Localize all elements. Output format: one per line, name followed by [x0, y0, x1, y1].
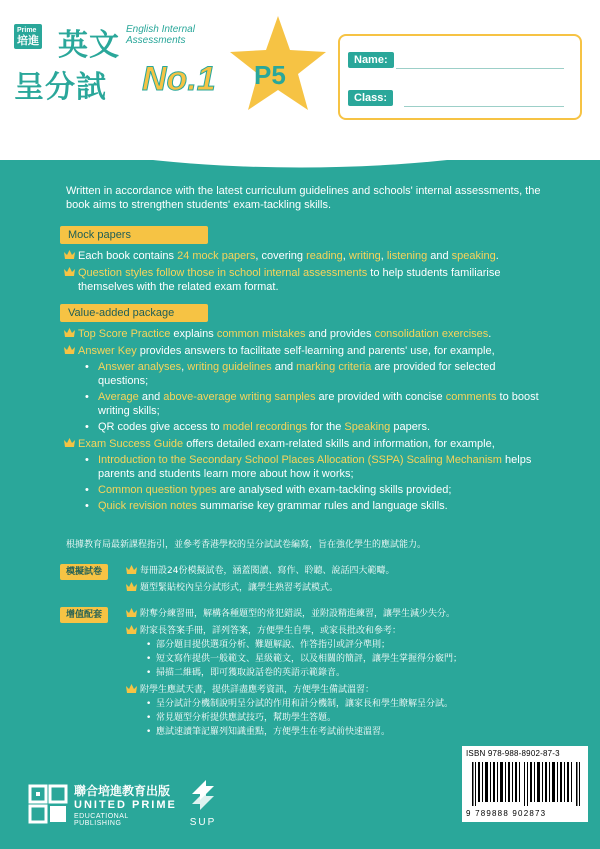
sup-logo [186, 778, 220, 830]
sup-label: SUP [189, 817, 217, 828]
zh-mock-item-2: 題型緊貼校內呈分試形式，讓學生熟習考試模式。 [128, 581, 546, 595]
zh-mock-heading: 模擬試卷 [60, 564, 108, 580]
crown-icon [64, 328, 75, 337]
isbn-text: ISBN 978-988-8902-87-3 [466, 749, 560, 758]
crown-icon [126, 565, 137, 574]
crown-icon [126, 582, 137, 591]
list-item: • 部分題目提供選項分析、難題解說、作答指引或評分準則； [156, 638, 546, 652]
title-zh-line1: 英文 [58, 28, 120, 63]
publisher-logo [28, 780, 178, 830]
zh-value-heading: 增值配套 [60, 607, 108, 623]
exam-guide-list [78, 453, 546, 513]
list-item: • 常見題型分析提供應試技巧，幫助學生答題。 [156, 711, 546, 725]
list-item: • 短文寫作提供一般範文、星級範文，以及相關的簡評，讓學生掌握得分竅門； [156, 652, 546, 666]
class-label: Class: [348, 90, 393, 106]
answer-key-item: Answer Key provides answers to facilitate self-learning and parents' use, for example, • Answer analyses, writing guidelines and marking criteria are provided for selected questions; • Average and above-average writing samples are provided with concise comments to boost writing skills; • QR codes give access to model recordings for the Speaking papers. [66, 344, 546, 434]
crown-icon [126, 608, 137, 617]
crown-icon [64, 438, 75, 447]
barcode-icon [472, 762, 582, 806]
zh-value-item-2: 附家長答案手冊，詳列答案，方便學生自學，或家長批改和參考： • 部分題目提供選項分析、難題解說、作答指引或評分準則； • 短文寫作提供一般範文、星級範文，以及相關的簡評，讓學生掌握得分竅門； • 掃描二維碼，即可獲取說話卷的英語示範錄音。 [128, 624, 546, 680]
sup-mark-icon [186, 778, 220, 812]
barcode-box [462, 746, 588, 822]
publisher-name-en2: EDUCATIONAL PUBLISHING [74, 813, 129, 827]
crown-icon [64, 267, 75, 276]
book-logo [14, 20, 244, 110]
class-line[interactable] [404, 106, 564, 107]
exam-guide-item: Exam Success Guide offers detailed exam-related skills and information, for example, • Introduction to the Secondary School Places Allocation (SSPA) Scaling Mechanism helps parents and students learn more about how it works; • Common question types are analysed with exam-tackling skills provided; • Quick revision notes summarise key grammar rules and language skills. [66, 437, 546, 513]
title-english: English Internal Assessments [126, 24, 195, 46]
name-class-box [338, 34, 582, 120]
barcode-number: 9 789888 902873 [466, 809, 547, 818]
chinese-content [66, 538, 546, 742]
intro-text: Written in accordance with the latest curriculum guidelines and schools' internal assessments, the book aims to strengthen students' exam-tackling skills. [66, 185, 541, 211]
list-item: • 掃描二維碼，即可獲取說話卷的英語示範錄音。 [156, 666, 546, 680]
prime-badge: Prime 培進 [14, 24, 42, 49]
crown-icon [126, 684, 137, 693]
list-item: • Quick revision notes summarise key grammar rules and language skills. [98, 499, 546, 513]
publisher-name-zh: 聯合培進教育出版 [74, 784, 171, 798]
crown-icon [126, 625, 137, 634]
name-label: Name: [348, 52, 394, 68]
mock-item-2: Question styles follow those in school internal assessments to help students familiarise themselves with the related exam format. [66, 266, 546, 294]
list-item: • 應試速讀筆記羅列知識重點，方便學生在考試前快速溫習。 [156, 725, 546, 739]
zh-mock-section [66, 564, 546, 595]
list-item: • 呈分試計分機制說明呈分試的作用和計分機制，讓家長和學生瞭解呈分試。 [156, 697, 546, 711]
list-item: • Average and above-average writing samples are provided with concise comments to boost writing skills; [98, 390, 546, 418]
zh-value-item-1: 附奪分練習冊，解構各種題型的常犯錯誤，並附設精進練習，讓學生減少失分。 [128, 607, 546, 621]
mock-papers-heading: Mock papers [60, 226, 208, 244]
title-no1: No.1 [142, 60, 216, 98]
wave-divider [0, 120, 600, 180]
zh-value-sublist-1 [156, 638, 546, 680]
zh-intro: 根據教育局最新課程指引，並參考香港學校的呈分試試卷編寫，旨在強化學生的應試能力。 [66, 540, 427, 550]
top-score-item: Top Score Practice explains common mistakes and provides consolidation exercises. [66, 327, 546, 341]
crown-icon [64, 250, 75, 259]
name-line[interactable] [396, 68, 564, 69]
zh-value-sublist-2 [156, 697, 546, 739]
value-added-heading: Value-added package [60, 304, 208, 322]
english-content [66, 184, 546, 516]
list-item: • Answer analyses, writing guidelines and marking criteria are provided for selected questions; [98, 360, 546, 388]
answer-key-list [78, 360, 546, 434]
list-item: • QR codes give access to model recordings for the Speaking papers. [98, 420, 546, 434]
zh-value-section [66, 607, 546, 739]
list-item: • Introduction to the Secondary School Places Allocation (SSPA) Scaling Mechanism helps parents and students learn more about how it works; [98, 453, 546, 481]
level-label: P5 [254, 60, 286, 90]
list-item: • Common question types are analysed with exam-tackling skills provided; [98, 483, 546, 497]
zh-mock-item-1: 每冊設24份模擬試卷，涵蓋閱讀、寫作、聆聽、說話四大範疇。 [128, 564, 546, 578]
crown-icon [64, 345, 75, 354]
publisher-mark-icon [28, 784, 68, 824]
title-zh-line2: 呈分試 [14, 70, 107, 105]
mock-item-1: Each book contains 24 mock papers, covering reading, writing, listening and speaking. [66, 249, 546, 263]
zh-value-item-3: 附學生應試天書，提供詳盡應考資訊，方便學生備試溫習： • 呈分試計分機制說明呈分試的作用和計分機制，讓家長和學生瞭解呈分試。 • 常見題型分析提供應試技巧，幫助學生答題。 • 應試速讀筆記羅列知識重點，方便學生在考試前快速溫習。 [128, 683, 546, 739]
publisher-name-en1: UNITED PRIME [74, 799, 177, 811]
